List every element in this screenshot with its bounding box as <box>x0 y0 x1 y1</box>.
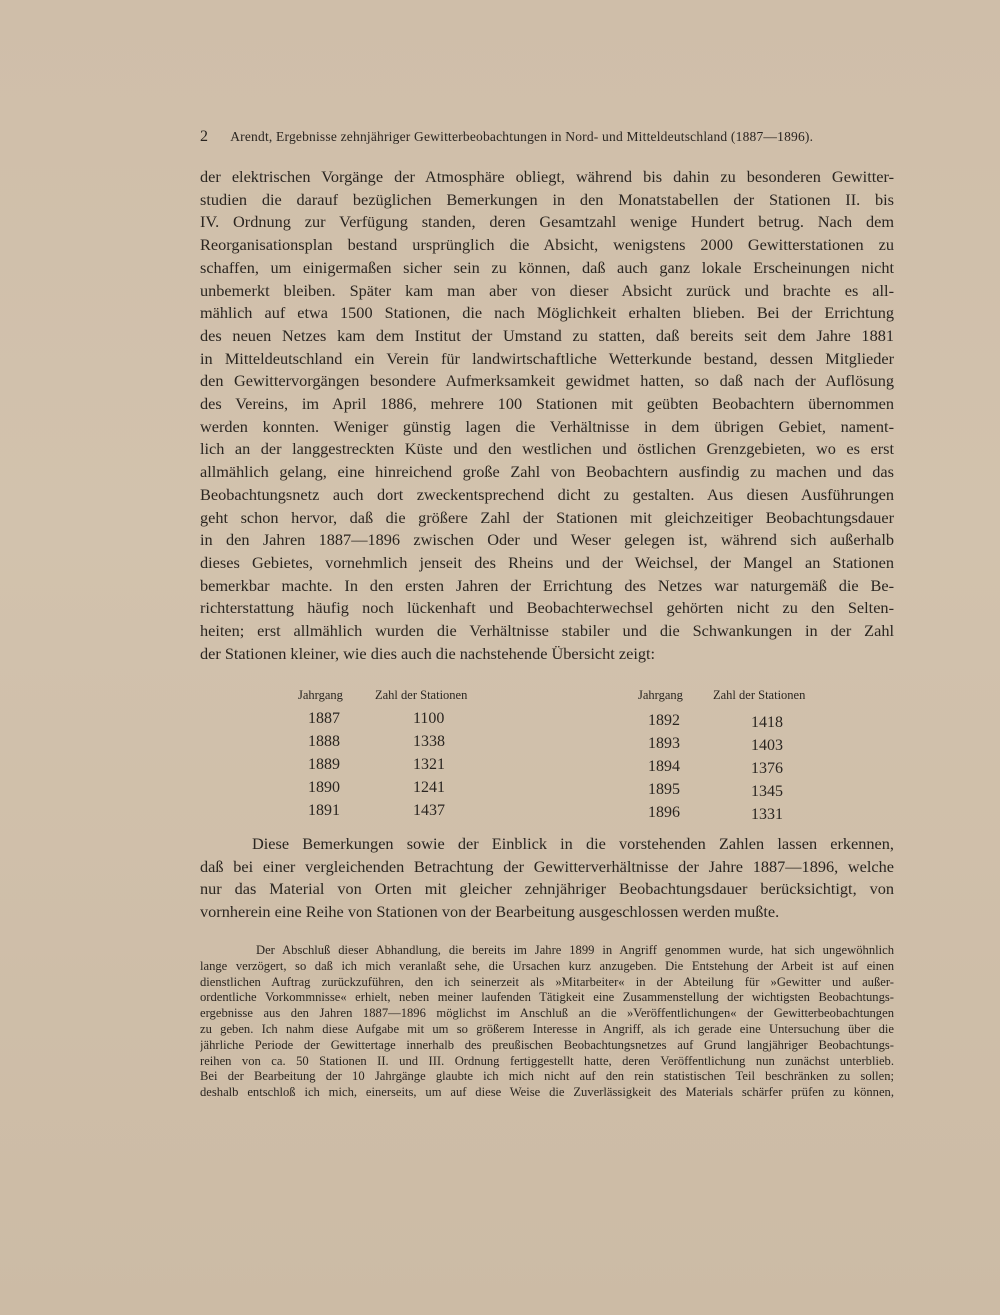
running-title: Arendt, Ergebnisse zehnjähriger Gewitterbeobachtungen in Nord- und Mitteldeutschland (1887—1896). <box>230 129 814 144</box>
table-cell-year: 1894 <box>648 758 680 775</box>
text-line: IV. Ordnung zur Verfügung standen, deren Gesamtzahl wenige Hundert betrug. Nach dem <box>200 212 894 232</box>
table-cell-year: 1893 <box>648 735 680 752</box>
table-cell-count: 1241 <box>413 779 445 796</box>
text-line: lich an der langgestreckten Küste und den westlichen und östlichen Grenzgebieten, wo es erst <box>200 439 894 459</box>
text-line: werden konnten. Weniger günstig lagen die Verhältnisse in dem übrigen Gebiet, nament- <box>200 416 894 436</box>
footnote-line: Der Abschluß dieser Abhandlung, die bereits im Jahre 1899 in Angriff genommen wurde, hat sich ungewöhnlich <box>256 943 894 957</box>
table-cell-year: 1889 <box>308 756 340 773</box>
text-line: schaffen, um einigermaßen sicher sein zu können, daß auch ganz lokale Erscheinungen nicht <box>200 257 894 277</box>
text-line: der Stationen kleiner, wie dies auch die nachstehende Übersicht zeigt: <box>200 643 656 663</box>
text-line: allmählich gelang, eine hinreichend große Zahl von Beobachtern ausfindig zu machen und das <box>200 462 894 482</box>
table-cell-count: 1338 <box>413 733 445 750</box>
footnote-line: Bei der Bearbeitung der 10 Jahrgänge glaubte ich mich nicht auf den rein statistischen Teil beschränken zu sollen; <box>200 1069 894 1084</box>
table-cell-year: 1888 <box>308 733 340 750</box>
table-cell-count: 1418 <box>751 714 783 731</box>
text-line: unbemerkt bleiben. Später kam man aber von dieser Absicht zurück und brachte es all- <box>200 280 894 300</box>
text-line: vornherein eine Reihe von Stationen von der Bearbeitung ausgeschlossen werden mußte. <box>200 902 780 922</box>
text-line: geht schon hervor, daß die größere Zahl der Stationen mit gleichzeitiger Beobachtungsdauer <box>200 507 894 527</box>
text-line: daß bei einer vergleichenden Betrachtung der Gewitterverhältnisse der Jahre 1887—1896, welche <box>200 856 894 876</box>
text-line: des Vereins, im April 1886, mehrere 100 Stationen mit geübten Beobachtern übernommen <box>200 394 894 414</box>
table-cell-count: 1331 <box>751 806 783 823</box>
text-line: in Mitteldeutschland ein Verein für landwirtschaftliche Wetterkunde bestand, dessen Mitglieder <box>200 348 894 368</box>
text-line: heiten; erst allmählich wurden die Verhältnisse stabiler und die Schwankungen in der Zahl <box>200 621 894 641</box>
text-line: dieses Gebietes, vornehmlich jenseit des Rheins und der Weichsel, der Mangel an Stationen <box>200 552 894 572</box>
footnote-line: deshalb entschloß ich mich, einerseits, um auf diese Weise die Zuverlässigkeit des Materials schärfer prüfen zu können, <box>200 1085 894 1100</box>
footnote-line: ergebnisse aus den Jahren 1887—1896 möglichst im Anschluß an die »Veröffentlichungen« der Gewitterbeobachtungen <box>200 1006 894 1021</box>
column-header-count: Zahl der Stationen <box>713 688 806 702</box>
text-line: in den Jahren 1887—1896 zwischen Oder und Weser gelegen ist, während sich außerhalb <box>200 530 894 550</box>
table-cell-count: 1437 <box>413 802 445 819</box>
footnote-line: jährliche Periode der Gewittertage innerhalb des preußischen Beobachtungsnetzes auf Grund langjähriger Beobachtungs- <box>200 1037 894 1052</box>
footnote-line: zu geben. Ich nahm diese Aufgabe mit um so größerem Interesse in Angriff, als ich gerade eine Untersuchung über die <box>200 1021 894 1036</box>
column-header-count: Zahl der Stationen <box>375 688 468 702</box>
table-cell-count: 1321 <box>413 756 445 773</box>
footnote <box>200 943 894 1101</box>
station-count-table <box>200 688 894 828</box>
text-line: bemerkbar machte. In den ersten Jahren der Errichtung des Netzes war naturgemäß die Be- <box>200 575 894 595</box>
column-header-year: Jahrgang <box>298 688 343 702</box>
text-line: nur das Material von Orten mit gleicher zehnjähriger Beobachtungsdauer berücksichtigt, von <box>200 879 894 899</box>
column-header-year: Jahrgang <box>638 688 683 702</box>
text-line: mählich auf etwa 1500 Stationen, die nach Möglichkeit erhalten blieben. Bei der Errichtung <box>200 303 894 323</box>
footnote-line: dienstlichen Auftrag zurückzuführen, den ich seinerzeit als »Mitarbeiter« in der Abteilung für »Gewitter und außer- <box>200 974 894 989</box>
table-cell-year: 1887 <box>308 710 340 727</box>
table-cell-year: 1896 <box>648 804 680 821</box>
text-line: richterstattung häufig noch lückenhaft und Beobachterwechsel gehörten nicht zu den Selten- <box>200 598 894 618</box>
footnote-line: ordentliche Vorkommnisse« erhielt, neben meiner laufenden Tätigkeit eine Zusammenstellung der wichtigsten Beobachtungs- <box>200 990 894 1005</box>
text-line: Diese Bemerkungen sowie der Einblick in die vorstehenden Zahlen lassen erkennen, <box>252 834 894 853</box>
text-line: studien die darauf bezüglichen Bemerkungen in den Monatstabellen der Stationen II. bis <box>200 189 894 209</box>
text-line: Reorganisationsplan bestand ursprünglich die Absicht, wenigstens 2000 Gewitterstationen zu <box>200 235 894 255</box>
table-cell-count: 1100 <box>413 710 445 727</box>
text-line: den Gewittervorgängen besondere Aufmerksamkeit gewidmet hatten, so daß nach der Auflösung <box>200 371 894 391</box>
footnote-line: reihen von ca. 50 Stationen II. und III. Ordnung fertiggestellt hatte, deren Veröffentlichung nun zunächst unterblieb. <box>200 1053 894 1068</box>
text-line: Beobachtungsnetz auch dort zweckentsprechend dicht zu gestalten. Aus diesen Ausführungen <box>200 484 894 504</box>
second-paragraph <box>200 833 894 924</box>
running-header <box>200 128 900 146</box>
text-line: der elektrischen Vorgänge der Atmosphäre obliegt, während bis dahin zu besonderen Gewitter- <box>200 167 894 186</box>
page-number: 2 <box>200 128 209 145</box>
table-cell-year: 1890 <box>308 779 340 796</box>
table-cell-count: 1403 <box>751 737 783 754</box>
table-cell-year: 1892 <box>648 712 680 729</box>
footnote-line: lange verzögert, so daß ich mich veranlaßt sehe, die Ursachen kurz anzugeben. Die Entstehung der Arbeit ist auf einen <box>200 958 894 973</box>
table-cell-year: 1891 <box>308 802 340 819</box>
main-paragraph <box>200 166 894 665</box>
text-line: des neuen Netzes kam dem Institut der Umstand zu statten, daß bereits seit dem Jahre 1881 <box>200 325 894 345</box>
table-cell-count: 1345 <box>751 783 783 800</box>
table-cell-year: 1895 <box>648 781 680 798</box>
table-cell-count: 1376 <box>751 760 783 777</box>
